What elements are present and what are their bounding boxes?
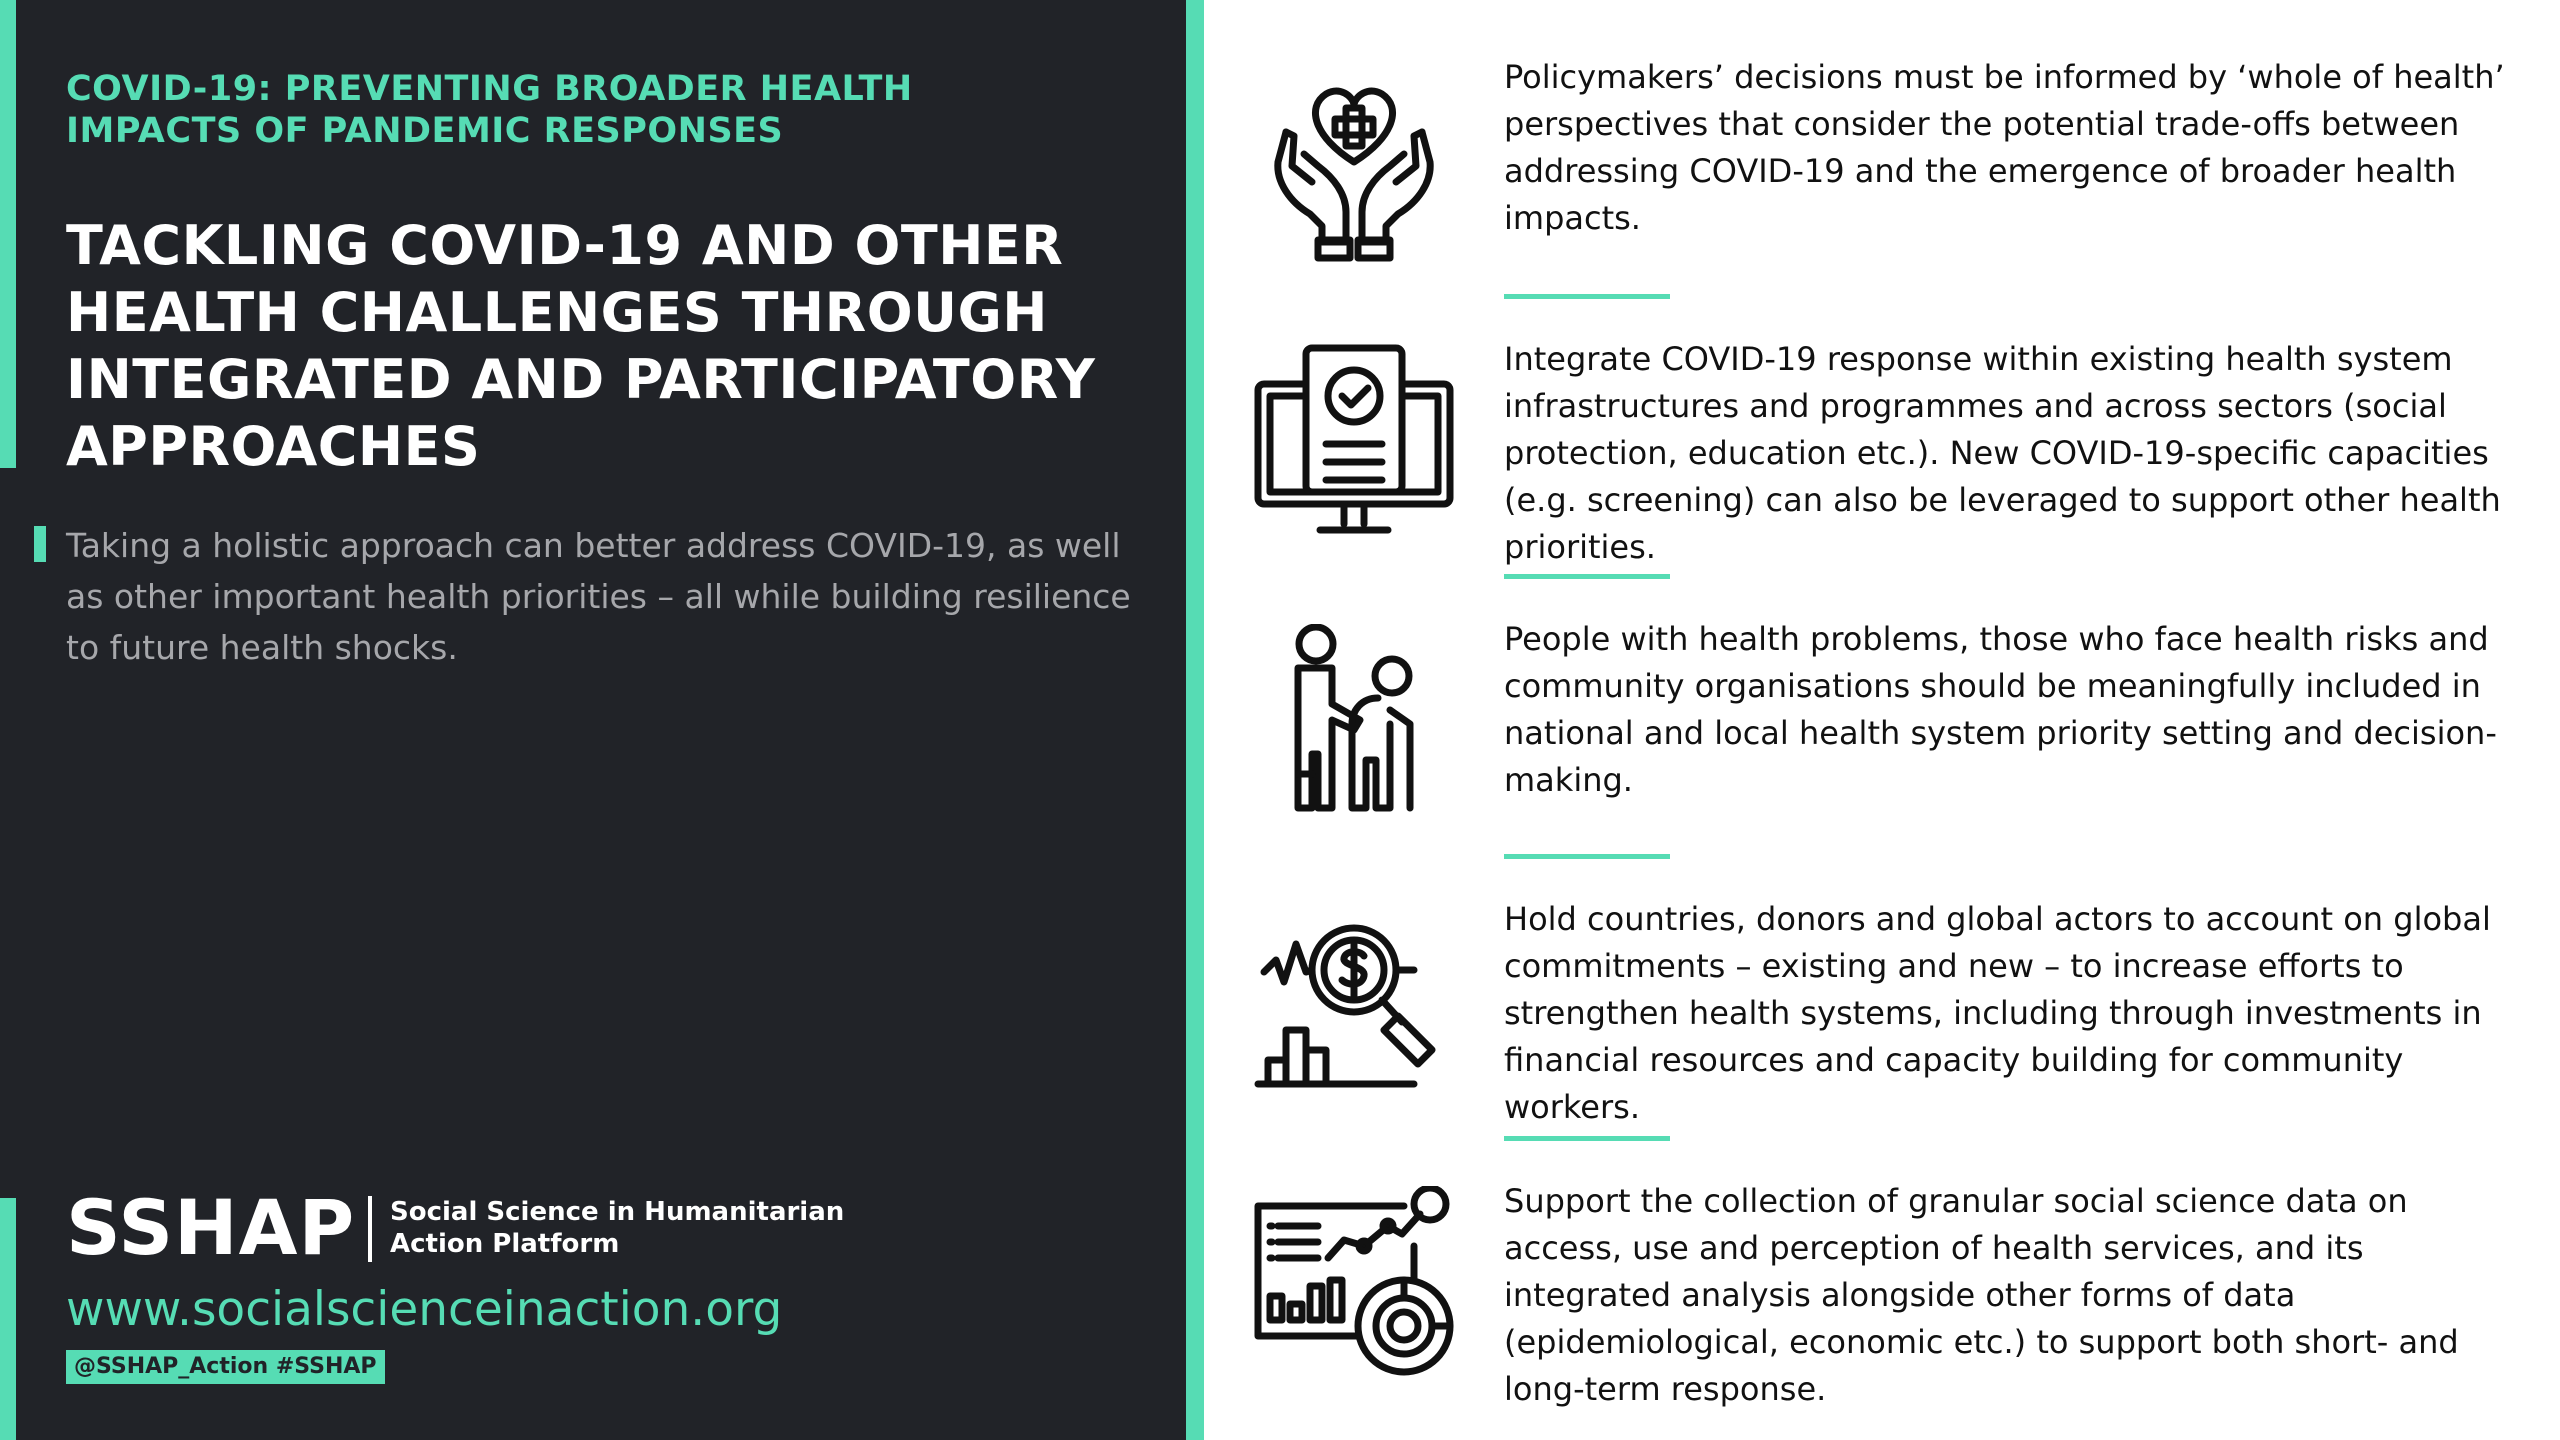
- item-separator: [1504, 574, 1670, 579]
- recommendation-item: [1254, 58, 2534, 302]
- item-separator: [1504, 854, 1670, 859]
- hands-heart-icon: [1254, 62, 1454, 262]
- recommendation-text: Support the collection of granular social science data on access, use and perception of health services, and its integrated analysis alongside other forms of data (epidemiological, economic etc.) to support both short- and long-term response.: [1504, 1182, 2459, 1408]
- magnifier-dollar-icon: [1254, 904, 1454, 1104]
- elderly-people-icon: [1254, 624, 1454, 824]
- item-separator: [1504, 294, 1670, 299]
- subtext-marker: [34, 526, 46, 562]
- kicker-title: COVID-19: PREVENTING BROADER HEALTH IMPACTS OF PANDEMIC RESPONSES: [66, 69, 913, 151]
- recommendation-text: Policymakers’ decisions must be informed by ‘whole of health’ perspectives that consider the potential trade-offs between addressing COVID-19 and the emergence of broader health impacts.: [1504, 58, 2505, 237]
- monitor-checklist-icon: [1254, 344, 1454, 544]
- accent-bar: [0, 0, 16, 468]
- item-separator: [1504, 1136, 1670, 1141]
- page-title: TACKLING COVID-19 AND OTHER HEALTH CHALLENGES THROUGH INTEGRATED AND PARTICIPATORY APPROACHES: [66, 214, 1096, 478]
- website-link[interactable]: www.socialscienceinaction.org: [66, 1282, 783, 1337]
- recommendation-text: Hold countries, donors and global actors to account on global commitments – existing and new – to increase efforts to strengthen health systems, including through investments in financial resources and capacity building for community workers.: [1504, 900, 2491, 1126]
- recommendation-item: [1254, 1182, 2534, 1426]
- recommendation-item: [1254, 340, 2534, 584]
- summary-text: Taking a holistic approach can better address COVID-19, as well as other important health priorities – all while building resilience to future health shocks.: [66, 526, 1131, 667]
- brand-full-name: Social Science in Humanitarian Action Platform: [390, 1197, 845, 1259]
- recommendation-text: People with health problems, those who face health risks and community organisations should be meaningfully included in national and local health system priority setting and decision-making.: [1504, 620, 2497, 799]
- recommendation-item: [1254, 620, 2534, 864]
- social-handle: @SSHAP_Action #SSHAP: [66, 1350, 385, 1384]
- recommendation-text: Integrate COVID-19 response within existing health system infrastructures and programmes and across sectors (social protection, education etc.). New COVID-19-specific capacities (e.g. screening) can also be leveraged to support other health priorities.: [1504, 340, 2501, 566]
- data-analytics-icon: [1254, 1186, 1454, 1386]
- brand-divider: [368, 1196, 372, 1262]
- brand-logo: SSHAP: [66, 1183, 356, 1272]
- panel-divider: [1186, 0, 1204, 1440]
- recommendation-item: [1254, 900, 2534, 1144]
- accent-bar: [0, 1198, 16, 1440]
